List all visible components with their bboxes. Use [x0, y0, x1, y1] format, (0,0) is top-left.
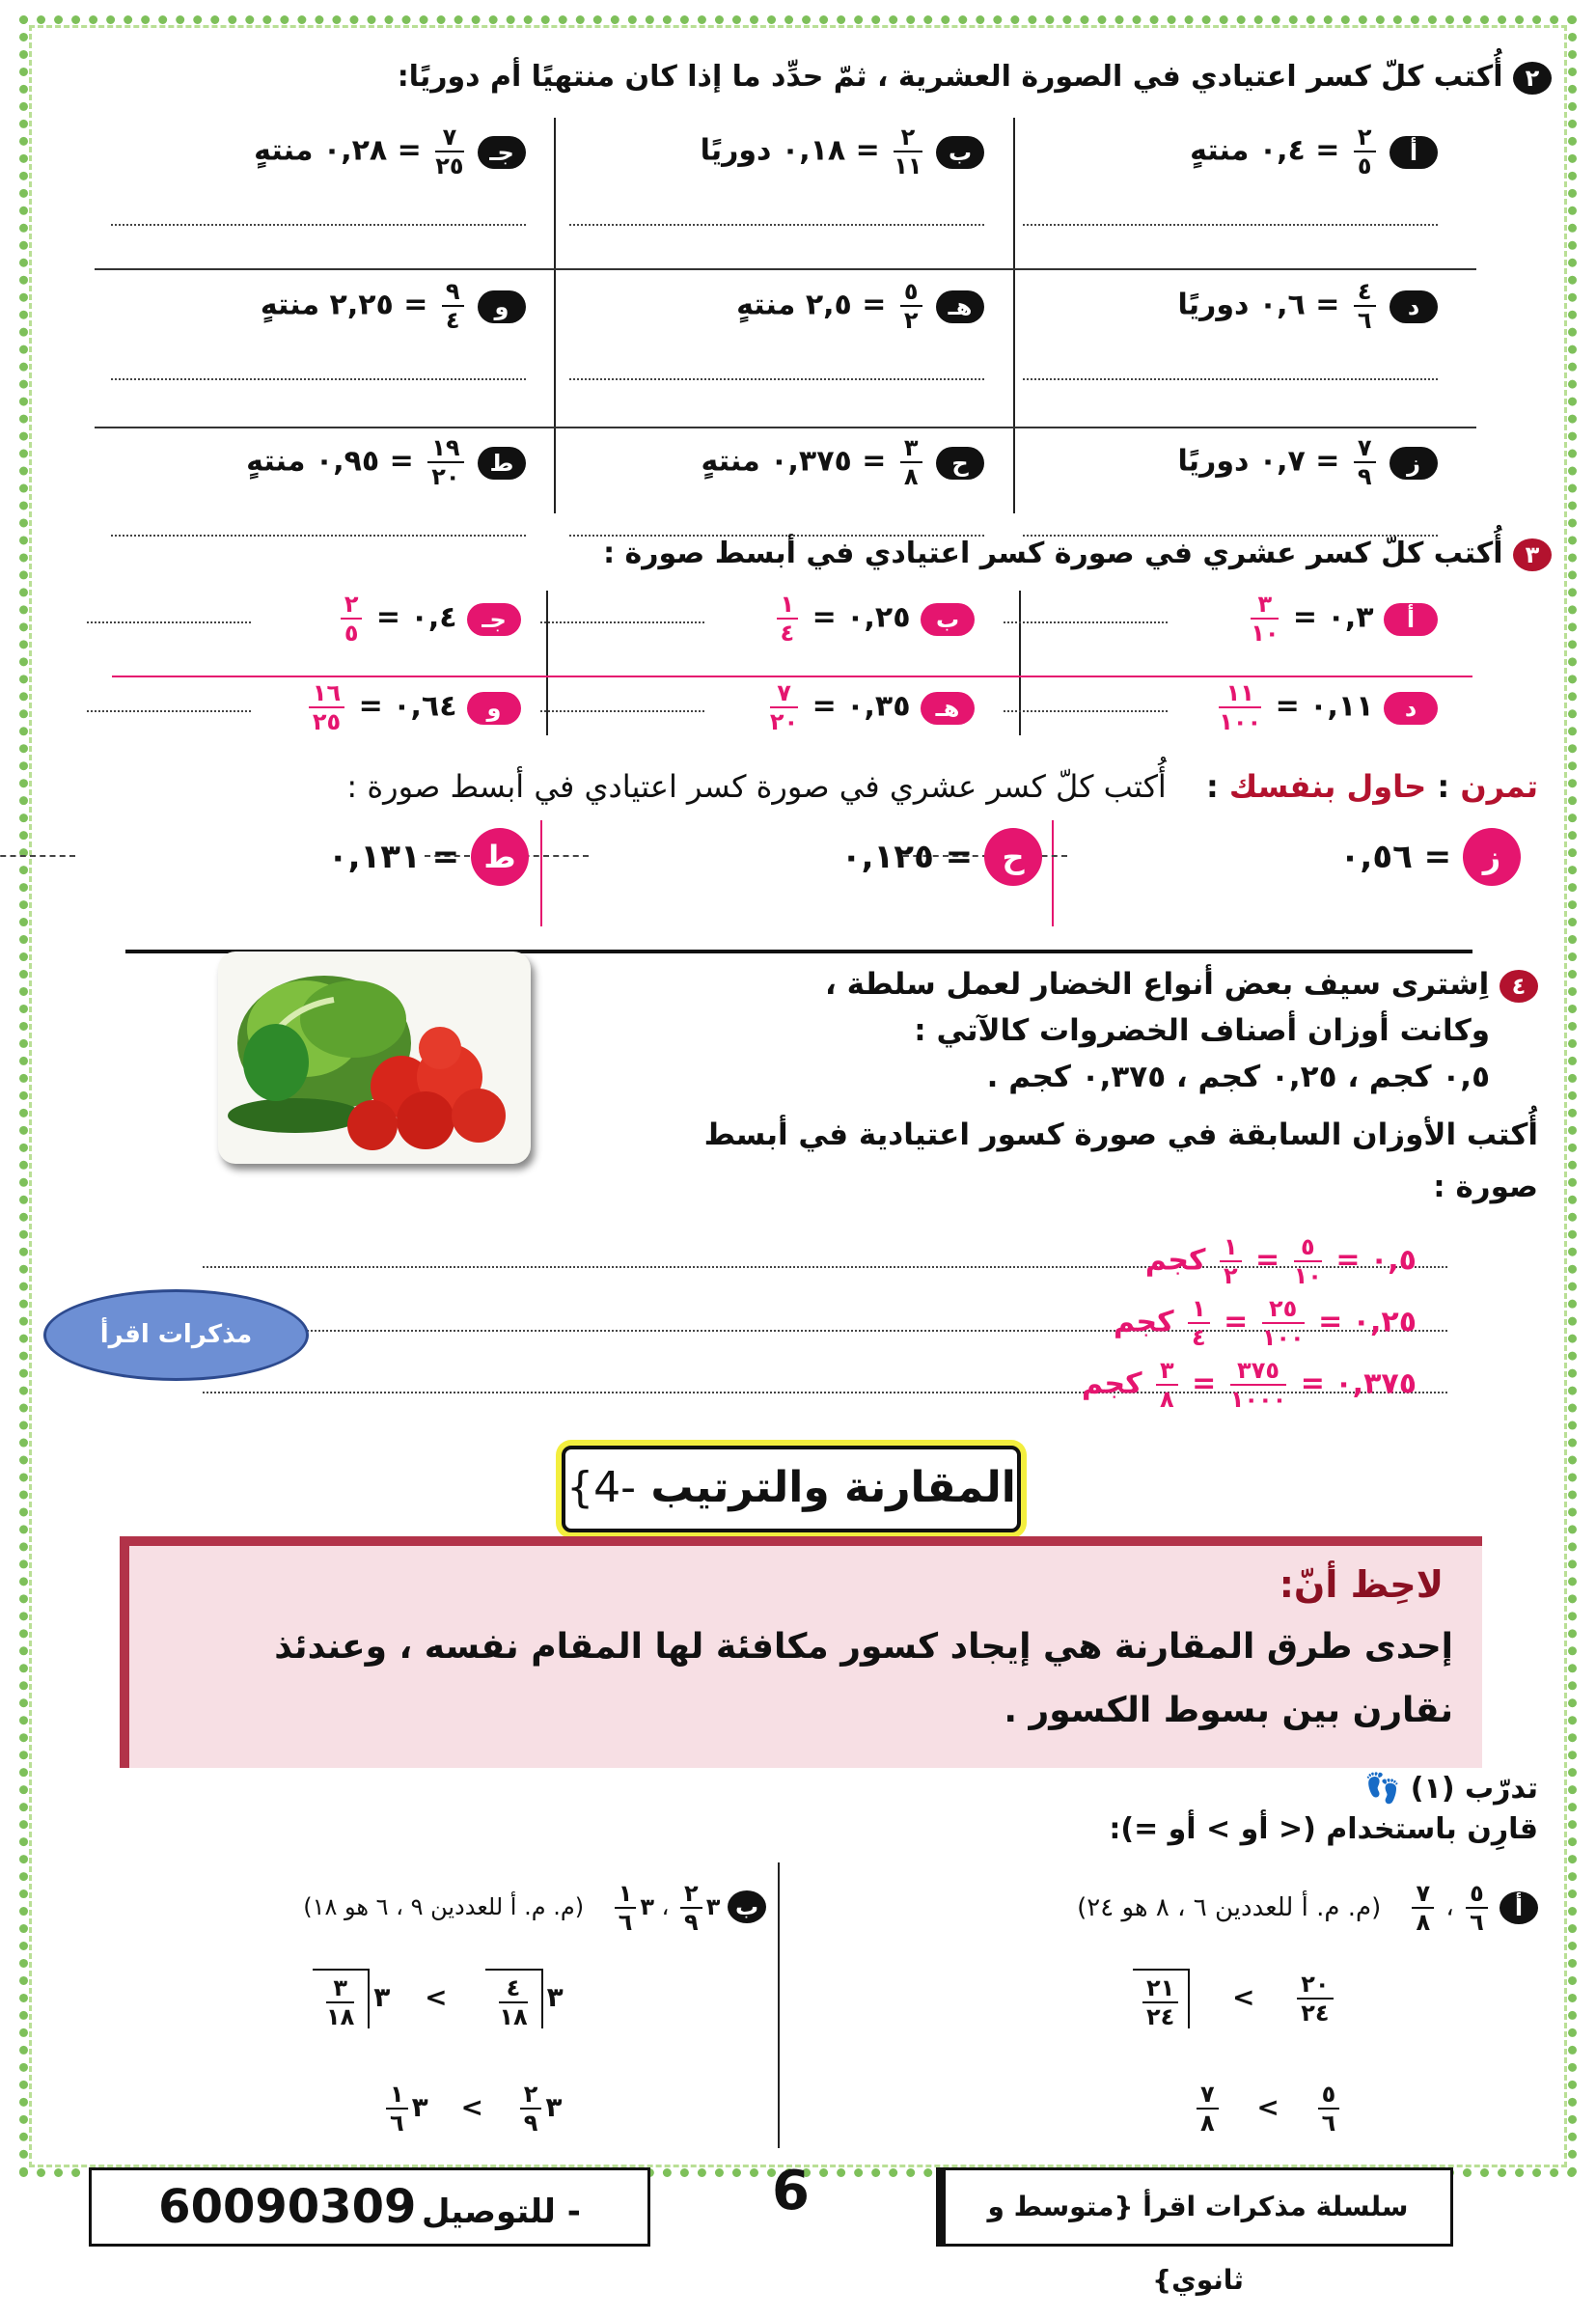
- drill-instruction: قارِن باستخدام (< أو > أو =):: [1109, 1812, 1538, 1846]
- fraction-denominator: ٢٠: [431, 463, 460, 490]
- fraction-denominator: ٤: [1192, 1324, 1206, 1351]
- q2-item-value: ٠,٤: [1258, 133, 1306, 168]
- q2-answer-line: [1023, 224, 1438, 226]
- drill-a-final: [1193, 2083, 1343, 2135]
- q3-item-label: و: [467, 692, 521, 725]
- q4-line2: وكانت أوزان أصناف الخضروات كالآتي :: [914, 1013, 1490, 1048]
- q2-item-value: ٢,٥: [805, 288, 852, 322]
- drill-a-final-1-den: ٦: [1321, 2110, 1336, 2137]
- q3-item-decimal: ٠,٢٥: [846, 600, 911, 635]
- fraction-numerator: ٢: [341, 593, 363, 620]
- drill-b-equivalent: [309, 1969, 564, 2028]
- q2-item-value: ٠,٢٨: [322, 133, 388, 168]
- fraction-denominator: ٢٥: [435, 152, 464, 179]
- q2-item-value: ٠,٦: [1258, 288, 1306, 322]
- q2-item-type: منتهٍ: [736, 288, 796, 322]
- fraction: [900, 280, 922, 332]
- q2-item-value: ٠,٣٧٥: [770, 444, 852, 479]
- footer-contact-label: للتوصيل -: [421, 2193, 581, 2231]
- fraction-numerator: ١: [1220, 1235, 1242, 1262]
- fraction-denominator: ١٠: [1251, 620, 1280, 647]
- practice-answer-line: [0, 855, 75, 857]
- drill-b-eq-whole-1: ٣: [546, 1981, 564, 2013]
- practice-item-decimal: = ٠,١٣١: [327, 838, 460, 876]
- fraction: [900, 436, 922, 488]
- fraction-denominator: ٢: [903, 307, 919, 334]
- q3-item-6: و ٠,٦٤ = $\frac{١٦}{٢٥}$: [305, 681, 521, 733]
- fraction-denominator: ١٠٠٠: [1229, 1386, 1287, 1413]
- q2-item-label: ز: [1390, 447, 1438, 480]
- practice-try: حاول بنفسك: [1228, 768, 1427, 805]
- drill-a-final-1: [1318, 2083, 1340, 2135]
- fraction-denominator: ٤: [445, 307, 460, 334]
- q2-item-3: جـ $\frac{٧}{٢٥}$ = ٠,٢٨ منتهٍ: [254, 125, 526, 178]
- q4-line5: صورة :: [1433, 1170, 1538, 1204]
- drill-a-final-1-num: ٥: [1318, 2083, 1340, 2110]
- practice-heading: [346, 768, 1538, 805]
- q2-item-type: منتهٍ: [246, 444, 306, 479]
- vegetables-image: [218, 952, 531, 1164]
- drill-a-final-2: [1197, 2083, 1219, 2135]
- fraction: [1230, 1359, 1287, 1411]
- q3-item-2: ب ٠,٢٥ = $\frac{١}{٤}$: [773, 593, 975, 645]
- fraction-numerator: ٧: [770, 681, 798, 708]
- q2-item-label: هـ: [936, 290, 984, 323]
- q3-divider-2: [1019, 591, 1021, 735]
- fraction: [341, 593, 363, 645]
- practice-instruction: أُكتب كلّ كسر عشري في صورة كسر اعتيادي في أبسط صورة :: [346, 768, 1167, 805]
- lesson-title: المقارنة والترتيب: [650, 1463, 1016, 1512]
- fraction: [427, 436, 463, 488]
- q3-item-decimal: ٠,٣: [1327, 600, 1374, 635]
- drill-b-e1-num: ٤: [499, 1976, 527, 2003]
- q2-heading: [398, 60, 1552, 95]
- drill-b-f2-num: ١: [615, 1882, 637, 1909]
- q2-answer-line: [111, 224, 526, 226]
- drill-b-final-1-den: ٩: [523, 2110, 538, 2137]
- fraction-numerator: ٩: [442, 280, 464, 307]
- practice-item-1: [1340, 828, 1521, 886]
- practice-item-label: ح: [984, 828, 1042, 886]
- fraction-denominator: ١٠٠: [1219, 708, 1262, 735]
- drill-a-f2-den: ٨: [1416, 1909, 1431, 1936]
- drill-a-relation-1: >: [1232, 1981, 1255, 2013]
- q2-item-type: دوريًا: [1177, 444, 1250, 479]
- lesson-code: {4-: [566, 1463, 637, 1512]
- fraction-denominator: ١١: [894, 152, 922, 179]
- fraction: [1156, 1359, 1178, 1411]
- q2-item-label: د: [1390, 290, 1438, 323]
- q3-answer-line: [87, 710, 251, 712]
- q2-item-label: ح: [936, 447, 984, 480]
- fraction-denominator: ٥: [1357, 152, 1372, 179]
- q4-answer-decimal: ٠,٢٥: [1352, 1305, 1417, 1339]
- practice-item-2: [841, 828, 1042, 886]
- fraction-numerator: ٥: [900, 280, 922, 307]
- drill-a-e1-den: ٢٤: [1301, 2000, 1330, 2027]
- fraction-numerator: ٢٥: [1262, 1297, 1305, 1324]
- drill-a-relation-2: >: [1256, 2091, 1280, 2123]
- footprints-icon: 👣: [1363, 1772, 1401, 1806]
- q2-item-4: د $\frac{٤}{٦}$ = ٠,٦ دوريًا: [1178, 280, 1438, 332]
- q2-item-type: دوريًا: [700, 133, 772, 168]
- q3-answer-line: [540, 621, 704, 623]
- q2-number: ٢: [1513, 62, 1552, 95]
- q3-item-1: أ ٠,٣ = $\frac{٣}{١٠}$: [1247, 593, 1438, 645]
- q3-answer-line: [540, 710, 704, 712]
- drill-a-label: أ: [1500, 1891, 1538, 1924]
- drill-b-frac-1: [680, 1882, 702, 1934]
- q3-answer-line: [1004, 710, 1168, 712]
- q4-answer-unit: كجم: [1082, 1366, 1142, 1401]
- fraction: [770, 681, 798, 733]
- q2-item-label: جـ: [478, 136, 526, 169]
- q4-text: [612, 961, 1538, 1210]
- drill-b-final-1-num: ٢: [520, 2083, 542, 2110]
- q4-answer-unit: كجم: [1113, 1305, 1174, 1339]
- q3-item-label: أ: [1384, 603, 1438, 636]
- footer-contact-box: [89, 2167, 650, 2247]
- drill-a-e2-num: ٢١: [1142, 1976, 1178, 2003]
- drill-divider: [778, 1862, 780, 2148]
- fraction-denominator: ١٠٠: [1261, 1324, 1305, 1351]
- fraction-numerator: ١١: [1219, 681, 1261, 708]
- q2-title: أُكتب كلّ كسر اعتيادي في الصورة العشرية ، ثمّ حدِّد ما إذا كان منتهيًا أم دوريًا:: [397, 60, 1503, 94]
- note-text-2: نقارن بين بسوط الكسور .: [1004, 1691, 1453, 1730]
- drill-a-f2-num: ٧: [1412, 1882, 1434, 1909]
- practice-divider-2: [1052, 820, 1054, 926]
- footer-phone: 60090309: [158, 2180, 417, 2234]
- q2-row-line-2: [95, 427, 1476, 428]
- q2-item-type: منتهٍ: [701, 444, 760, 479]
- fraction-denominator: ٥: [344, 620, 359, 647]
- note-heading: لاحِظ أنّ:: [1279, 1563, 1444, 1606]
- drill-a-separator: ،: [1445, 1892, 1454, 1922]
- practice-divider-1: [540, 820, 542, 926]
- fraction-numerator: ١: [777, 593, 799, 620]
- drill-a-frac-2: [1412, 1882, 1434, 1934]
- fraction-denominator: ٦: [1357, 307, 1372, 334]
- fraction: [1251, 593, 1279, 645]
- footer-series: سلسلة مذكرات اقرأ: [1142, 2191, 1409, 2222]
- drill-a-e1-num: ٢٠: [1297, 1972, 1333, 2000]
- q2-item-label: ب: [936, 136, 984, 169]
- practice-item-decimal: = ٠,٥٦: [1339, 838, 1452, 876]
- drill-b-separator: ،: [661, 1893, 670, 1920]
- fraction: [1354, 280, 1376, 332]
- q3-item-decimal: ٠,٤: [410, 600, 457, 635]
- q4-answer-decimal: ٠,٣٧٥: [1335, 1366, 1417, 1401]
- q3-title: أُكتب كلّ كسر عشري في صورة كسر اعتيادي في أبسط صورة :: [603, 537, 1503, 570]
- drill-b-eq-1: [485, 1969, 542, 2028]
- fraction: [1219, 681, 1261, 733]
- q2-item-label: أ: [1390, 136, 1438, 169]
- practice-tag: تمرن: [1460, 768, 1538, 805]
- fraction-numerator: ٣: [1156, 1359, 1178, 1386]
- q3-item-decimal: ٠,١١: [1309, 689, 1374, 724]
- q2-answer-line: [1023, 378, 1438, 380]
- q2-item-9: ط $\frac{١٩}{٢٠}$ = ٠,٩٥ منتهٍ: [246, 436, 526, 488]
- q2-item-2: ب $\frac{٢}{١١}$ = ٠,١٨ دوريًا: [701, 125, 984, 178]
- drill-b-final-2: [386, 2083, 408, 2135]
- fraction-numerator: ٣: [1251, 593, 1279, 620]
- q3-divider-1: [546, 591, 548, 735]
- q3-item-label: د: [1384, 692, 1438, 725]
- drill-b-eq-whole-2: ٣: [373, 1981, 391, 2013]
- fraction-denominator: ٢٥: [312, 708, 342, 735]
- vegetables-illustration: [218, 952, 531, 1164]
- fraction-numerator: ٤: [1354, 280, 1376, 307]
- q4-answer-decimal: ٠,٥: [1369, 1243, 1417, 1278]
- fraction-numerator: ٢: [894, 125, 922, 152]
- q3-row-line: [112, 676, 1472, 677]
- q3-item-3: جـ ٠,٤ = $\frac{٢}{٥}$: [337, 593, 521, 645]
- fraction: [1354, 125, 1376, 178]
- fraction: [894, 125, 922, 178]
- drill-b-f1-den: ٩: [684, 1909, 699, 1936]
- fraction-denominator: ٢٠: [769, 708, 799, 735]
- q3-answer-line: [1004, 621, 1168, 623]
- fraction-denominator: ٤: [780, 620, 795, 647]
- note-text-1: إحدى طرق المقارنة هي إيجاد كسور مكافئة لها المقام نفسه ، وعندئذ: [274, 1627, 1453, 1667]
- fraction: [435, 125, 463, 178]
- q4-answer-unit: كجم: [1144, 1243, 1206, 1278]
- drill-a-eq-1: [1297, 1972, 1333, 2025]
- q2-item-1: أ $\frac{٢}{٥}$ = ٠,٤ منتهٍ: [1190, 125, 1438, 178]
- fraction: [1188, 1297, 1210, 1349]
- q3-item-decimal: ٠,٦٤: [393, 689, 457, 724]
- fraction-numerator: ٣: [900, 436, 922, 463]
- drill-b-relation-1: >: [425, 1981, 448, 2013]
- fraction-numerator: ٥: [1294, 1235, 1322, 1262]
- lesson-title-box: [562, 1446, 1021, 1532]
- q2-answer-line: [111, 378, 526, 380]
- drill-b-whole-2: ٣: [640, 1893, 655, 1920]
- drill-a-e2-den: ٢٤: [1146, 2003, 1175, 2030]
- drill-b-final-2-num: ١: [386, 2083, 408, 2110]
- practice-item-label: ز: [1463, 828, 1521, 886]
- page-number: 6: [772, 2160, 810, 2222]
- q3-item-label: ب: [921, 603, 975, 636]
- drill-b-e2-num: ٣: [326, 1976, 354, 2003]
- drill-title-text: تدرّب (١): [1410, 1772, 1538, 1806]
- fraction-numerator: ٧: [435, 125, 463, 152]
- q2-answer-line: [111, 535, 526, 537]
- q4-number: ٤: [1500, 970, 1538, 1003]
- q3-item-4: د ٠,١١ = $\frac{١١}{١٠٠}$: [1215, 681, 1438, 733]
- fraction-numerator: ٣٧٥: [1230, 1359, 1287, 1386]
- drill-b-frac-2: [615, 1882, 637, 1934]
- q2-divider-1: [554, 118, 556, 513]
- drill-a-eq-2: [1133, 1969, 1190, 2028]
- drill-b-label: ب: [728, 1890, 766, 1923]
- q4-line4: أُكتب الأوزان السابقة في صورة كسور اعتيادية في أبسط: [703, 1117, 1538, 1152]
- practice-item-3: [328, 828, 529, 886]
- fraction: [1294, 1235, 1322, 1287]
- note-box: [120, 1536, 1482, 1768]
- q3-answer-line: [87, 621, 251, 623]
- q4-line3: ٠,٥ كجم ، ٠,٢٥ كجم ، ٠,٣٧٥ كجم .: [986, 1060, 1490, 1094]
- q2-answer-line: [569, 224, 984, 226]
- q2-item-label: و: [478, 290, 526, 323]
- drill-b-final-1: [520, 2083, 542, 2135]
- q3-heading: [603, 537, 1552, 571]
- fraction-numerator: ١٩: [427, 436, 463, 463]
- q2-item-value: ٠,١٨: [781, 133, 846, 168]
- q4-answer-2: ٠,٢٥ = $\frac{٢٥}{١٠٠}$ = $\frac{١}{٤}$ كجم: [1113, 1295, 1417, 1351]
- q2-item-type: منتهٍ: [1190, 133, 1250, 168]
- fraction-numerator: ١٦: [309, 681, 344, 708]
- fraction-denominator: ٨: [1160, 1386, 1174, 1413]
- fraction-numerator: ٧: [1354, 436, 1376, 463]
- q2-row-line-1: [95, 268, 1476, 270]
- q2-item-8: ح $\frac{٣}{٨}$ = ٠,٣٧٥ منتهٍ: [702, 436, 985, 488]
- drill-b-whole-1: ٣: [705, 1893, 721, 1920]
- drill-b-relation-2: >: [460, 2091, 483, 2123]
- practice-colon: :: [1437, 768, 1450, 805]
- drill-a-final-2-den: ٨: [1200, 2110, 1215, 2137]
- drill-b-final: [382, 2083, 562, 2135]
- drill-b-f1-num: ٢: [680, 1882, 702, 1909]
- drill-a-final-2-num: ٧: [1197, 2083, 1219, 2110]
- q2-item-7: ز $\frac{٧}{٩}$ = ٠,٧ دوريًا: [1178, 436, 1438, 488]
- drill-b-final-whole-2: ٣: [411, 2091, 428, 2123]
- drill-a-equivalent: [1129, 1969, 1337, 2028]
- q3-item-5: هـ ٠,٣٥ = $\frac{٧}{٢٠}$: [766, 681, 975, 733]
- q2-item-value: ٠,٩٥: [315, 444, 380, 479]
- q2-item-value: ٢,٢٥: [329, 288, 394, 322]
- q2-item-5: هـ $\frac{٥}{٢}$ = ٢,٥ منتهٍ: [736, 280, 984, 332]
- q3-item-label: جـ: [467, 603, 521, 636]
- watermark-badge: مذكرات اقرأ: [43, 1289, 309, 1381]
- q3-item-decimal: ٠,٣٥: [846, 689, 911, 724]
- q4-answer-3: ٠,٣٧٥ = $\frac{٣٧٥}{١٠٠٠}$ = $\frac{٣}{٨}$ كجم: [1082, 1357, 1417, 1413]
- fraction-numerator: ٢: [1354, 125, 1376, 152]
- drill-a-hint: (م. م. أ للعددين ٦ ، ٨ هو ٢٤): [1077, 1892, 1382, 1922]
- fraction-denominator: ٩: [1357, 463, 1372, 490]
- q2-item-6: و $\frac{٩}{٤}$ = ٢,٢٥ منتهٍ: [261, 280, 526, 332]
- drill-b-f2-den: ٦: [618, 1909, 633, 1936]
- drill-b-final-whole-1: ٣: [545, 2091, 563, 2123]
- drill-a-f1-den: ٦: [1470, 1909, 1484, 1936]
- fraction: [1220, 1235, 1242, 1287]
- q3-number: ٣: [1513, 538, 1552, 571]
- q4-line1: اِشترى سيف بعض أنواع الخضار لعمل سلطة ،: [825, 967, 1490, 1002]
- q2-item-type: منتهٍ: [260, 288, 320, 322]
- fraction-numerator: ١: [1188, 1297, 1210, 1324]
- q2-item-label: ط: [478, 447, 526, 480]
- q2-answer-line: [569, 378, 984, 380]
- footer-series-box: [936, 2167, 1453, 2296]
- fraction: [442, 280, 464, 332]
- practice-item-label: ط: [471, 828, 529, 886]
- drill-b-header: [303, 1882, 766, 1934]
- q2-item-type: دوريًا: [1177, 288, 1250, 322]
- q4-answer-1: ٠,٥ = $\frac{٥}{١٠}$ = $\frac{١}{٢}$ كجم: [1144, 1233, 1417, 1289]
- fraction: [309, 681, 344, 733]
- q2-item-type: منتهٍ: [254, 133, 314, 168]
- fraction: [1262, 1297, 1305, 1349]
- drill-a-header: [1077, 1882, 1538, 1934]
- drill-b-eq-2: [313, 1969, 370, 2028]
- fraction-denominator: ٢: [1223, 1262, 1238, 1289]
- drill-b-final-2-den: ٦: [390, 2110, 404, 2137]
- fraction: [1354, 436, 1376, 488]
- footer-levels: {متوسط و ثانوي}: [987, 2191, 1244, 2296]
- practice-item-decimal: = ٠,١٢٥: [840, 838, 974, 876]
- q3-item-label: هـ: [921, 692, 975, 725]
- q2-item-value: ٠,٧: [1258, 444, 1306, 479]
- fraction-denominator: ١٠: [1293, 1262, 1322, 1289]
- drill-title: [1364, 1772, 1538, 1806]
- practice-colon-2: :: [1205, 768, 1219, 805]
- q2-divider-2: [1013, 118, 1015, 513]
- drill-b-hint: (م. م. أ للعددين ٩ ، ٦ هو ١٨): [303, 1893, 585, 1920]
- drill-a-frac-1: [1466, 1882, 1488, 1934]
- drill-b-e1-den: ١٨: [499, 2003, 528, 2030]
- fraction-denominator: ٨: [903, 463, 919, 490]
- fraction: [777, 593, 799, 645]
- drill-a-f1-num: ٥: [1466, 1882, 1488, 1909]
- drill-b-e2-den: ١٨: [326, 2003, 355, 2030]
